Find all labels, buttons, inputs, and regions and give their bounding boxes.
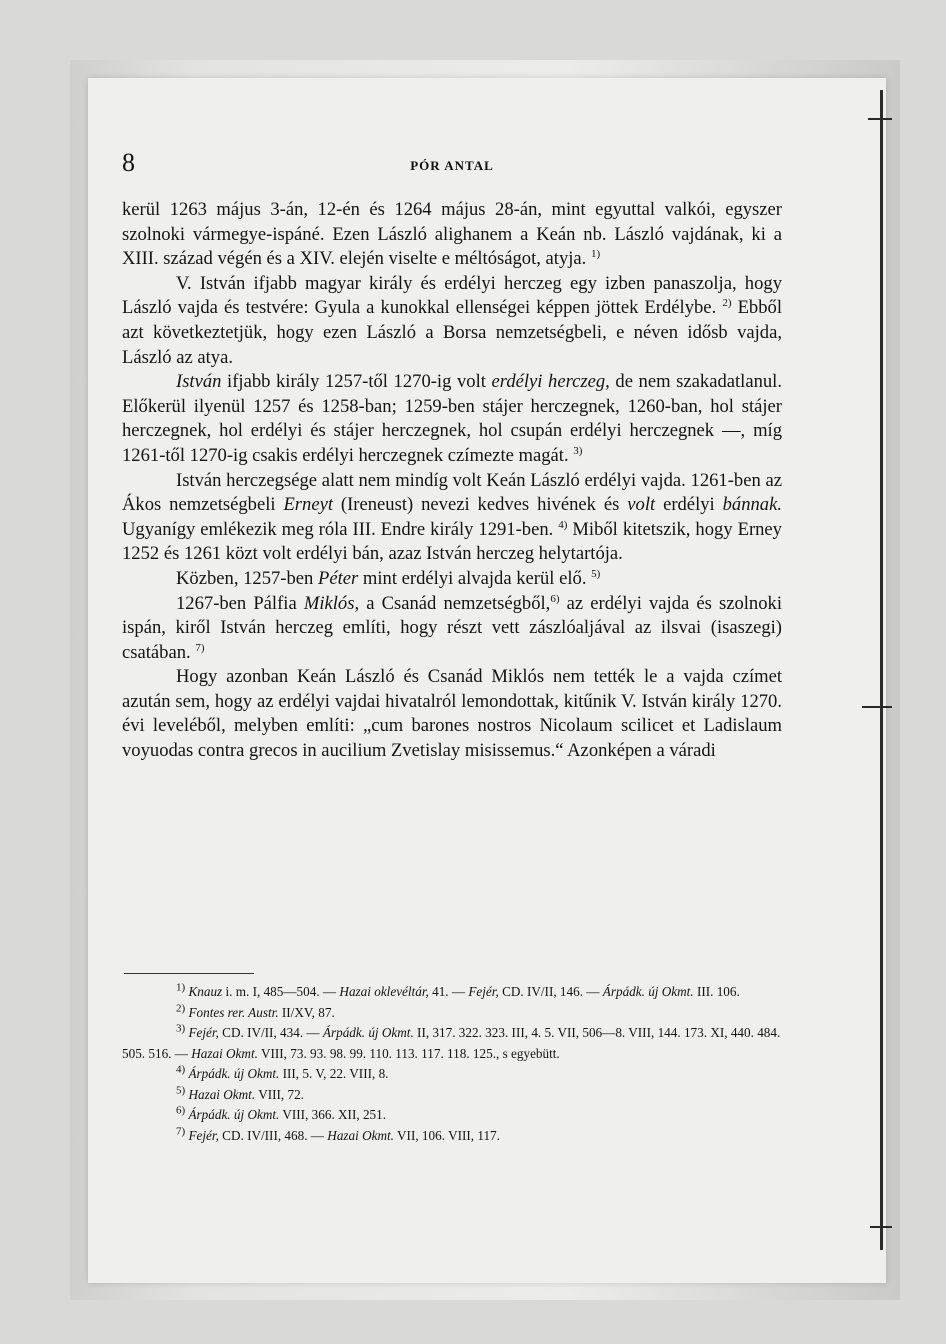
edge-mark <box>868 118 892 120</box>
citation-ref: III. 106. <box>693 984 740 999</box>
citation-ref: CD. IV/III, 468. — <box>218 1127 328 1143</box>
emphasis: Miklós, <box>303 592 360 614</box>
footnote-ref: 5) <box>591 567 601 580</box>
citation-ref: i. m. I, 485—504. — <box>222 984 340 999</box>
paragraph <box>122 272 782 370</box>
footnote-ref: 7) <box>195 641 205 654</box>
footnote-mark: 7) <box>176 1125 186 1138</box>
text: Miből kitetszik, hogy Erney 1252 és 1261 közt volt erdélyi bán, azaz István herczeg helytartója. <box>122 518 782 565</box>
citation-title: Fejér, <box>188 1025 219 1040</box>
citation-ref: 41. — <box>428 984 469 999</box>
citation-title: Hazai Okmt. <box>191 1045 258 1061</box>
emphasis: erdélyi herczeg, <box>491 371 610 393</box>
paragraph <box>122 592 782 666</box>
citation-ref: II/XV, 87. <box>278 1004 335 1020</box>
footnote <box>122 1126 782 1147</box>
footnote-mark: 5) <box>176 1084 186 1097</box>
citation-title: Árpádk. új Okmt. <box>602 984 694 999</box>
text: Ebből azt következtetjük, hogy ezen László a Borsa nemzetségbeli, e néven idősb vajda, László az atya. <box>122 297 782 368</box>
edge-mark <box>862 706 892 708</box>
text: a Csanád nemzetségből, <box>359 592 551 614</box>
text: mint erdélyi alvajda kerül elő. <box>358 567 587 589</box>
citation-title: Fontes rer. Austr. <box>188 1004 279 1020</box>
paragraph <box>122 370 782 468</box>
emphasis: Péter <box>318 567 359 589</box>
text: (Ireneust) nevezi kedves hivének és <box>333 494 628 516</box>
footnote-ref: 6) <box>550 592 560 605</box>
edge-mark <box>870 1226 892 1228</box>
text: V. István ifjabb magyar király és erdélyi herczeg egy izben panaszolja, hogy László vajda és testvére: Gyula a kunokkal ellenségei képpen jöttek Erdélybe. <box>122 272 782 319</box>
running-head: PÓR ANTAL <box>410 158 494 173</box>
text: ifjabb király 1257-től 1270-ig volt <box>221 371 492 393</box>
body-text <box>122 198 782 764</box>
citation-title: Árpádk. új Okmt. <box>188 1107 280 1122</box>
citation-ref: CD. IV/II, 434. — <box>218 1025 323 1040</box>
text: Közben, 1257-ben <box>176 567 318 589</box>
footnote-ref: 1) <box>590 248 601 260</box>
paragraph <box>122 198 782 272</box>
text: de nem szakadatlanul. Előkerül ilyenül 1257 és 1258-ban; 1259-ben stájer herczegnek, 1260-ban, hol stájer herczegnek, hol erdélyi és stájer herczegnek, hol csupán erdélyi herczegnek —, míg 1261-től 1270-ig csakis erdélyi herczegnek czímezte magát. <box>122 371 782 466</box>
citation-title: Hazai Okmt. <box>327 1127 394 1143</box>
footnote-separator <box>124 973 254 974</box>
text: Ugyanígy emlékezik meg róla III. Endre király 1291-ben. <box>122 518 554 540</box>
page-header <box>122 148 782 178</box>
citation-title: Árpádk. új Okmt. <box>188 1066 280 1081</box>
citation-ref: VIII, 73. 93. 98. 99. 110. 113. 117. 118. 125., s egyebütt. <box>257 1045 560 1061</box>
text: István herczegsége alatt nem mindíg volt Keán László erdélyi vajda. 1261-ben az Ákos nemzetségbeli <box>122 469 782 516</box>
emphasis: volt <box>627 494 656 516</box>
footnote-mark: 2) <box>176 1002 186 1015</box>
paragraph <box>122 469 782 567</box>
footnote <box>122 1105 782 1126</box>
citation-ref: VII, 106. VIII, 117. <box>393 1127 500 1143</box>
paragraph <box>122 665 782 763</box>
spine-edge-line <box>880 90 883 1250</box>
footnote <box>122 1023 782 1064</box>
footnotes <box>122 982 782 1146</box>
citation-ref: CD. IV/II, 146. — <box>498 984 603 999</box>
citation-title: Árpádk. új Okmt. <box>322 1025 414 1040</box>
citation-title: Fejér, <box>468 984 499 999</box>
emphasis: István <box>176 371 222 393</box>
citation-title: Fejér, <box>188 1127 219 1143</box>
footnote-mark: 6) <box>176 1104 186 1117</box>
text: az erdélyi vajda és szolnoki ispán, kiről István herczeg említi, hogy részt vett zászlóaljával az ilsvai (isaszegi) csatában. <box>122 592 782 663</box>
page-number: 8 <box>122 148 135 177</box>
citation-title: Knauz <box>188 984 223 999</box>
emphasis: Erneyt <box>283 494 333 516</box>
citation-title: Hazai Okmt. <box>188 1086 256 1102</box>
text: Hogy azonban Keán László és Csanád Miklós nem tették le a vajda czímet azután sem, hogy az erdélyi vajdai hivatalról lemondottak, kitűnik V. István király 1270. évi leveléből, melyben említi: „cum barones nostros Nicolaum scilicet et Ladislaum voyuodas contra grecos in aucilium Zvetislay misissemus.“ Azonképen a váradi <box>122 666 782 762</box>
paragraph <box>122 567 782 592</box>
footnote-ref: 4) <box>558 518 568 531</box>
citation-ref: VIII, 72. <box>255 1086 304 1102</box>
emphasis: bánnak. <box>722 494 782 516</box>
citation-ref: III, 5. V, 22. VIII, 8. <box>279 1066 389 1081</box>
footnote-mark: 1) <box>176 981 186 994</box>
footnote <box>122 1085 782 1106</box>
citation-ref: II, 317. 322. 323. III, 4. 5. VII, 506—8. VIII, 144. 173. XI, 440. 484. 505. 516. — <box>122 1025 781 1061</box>
footnote-mark: 4) <box>176 1063 186 1076</box>
text: 1267-ben Pálfia <box>176 592 304 614</box>
text: erdélyi <box>655 494 723 516</box>
citation-ref: VIII, 366. XII, 251. <box>279 1107 387 1122</box>
footnote-ref: 3) <box>573 444 583 457</box>
citation-title: Hazai oklevéltár, <box>339 984 429 999</box>
text: kerül 1263 május 3-án, 12-én és 1264 május 28-án, mint egyuttal valkói, egyszer szolnoki vármegye-ispáné. Ezen László alighanem a Keán nb. László vajdának, ki a XIII. század végén és a XIV. elején viselte e méltóságot, atyja. <box>122 199 782 270</box>
footnote-ref: 2) <box>722 297 732 310</box>
footnote <box>122 982 782 1003</box>
footnote-mark: 3) <box>176 1022 186 1035</box>
footnote <box>122 1003 782 1024</box>
footnote <box>122 1064 782 1085</box>
